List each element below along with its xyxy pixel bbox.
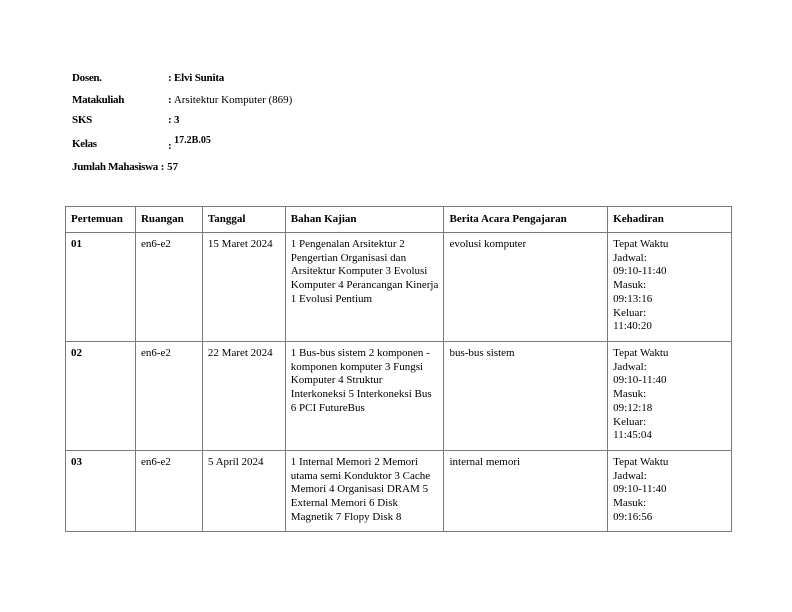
- matakuliah-colon: :: [168, 94, 172, 106]
- kehadiran-jadwal-label: Jadwal:: [613, 360, 647, 373]
- kehadiran-keluar-label: Keluar:: [613, 306, 647, 319]
- kehadiran-masuk-value: 09:12:18: [613, 401, 653, 414]
- matakuliah-value-wrap: [168, 94, 292, 106]
- kehadiran-masuk-label: Masuk:: [613, 279, 647, 292]
- cell-ruangan: en6-e2: [135, 451, 202, 532]
- cell-tanggal: 15 Maret 2024: [202, 233, 285, 342]
- col-header-kehadiran: Kehadiran: [608, 207, 732, 233]
- cell-kehadiran: [608, 451, 732, 532]
- col-header-pertemuan: Pertemuan: [66, 207, 136, 233]
- matakuliah-value: Arsitektur Komputer (869): [171, 94, 293, 106]
- table-row: [66, 342, 732, 451]
- sks-value: : 3: [168, 114, 180, 126]
- cell-berita-acara: evolusi komputer: [444, 233, 608, 342]
- kehadiran-masuk-label: Masuk:: [613, 497, 647, 510]
- cell-berita-acara: bus-bus sistem: [444, 342, 608, 451]
- cell-pertemuan: 01: [66, 233, 136, 342]
- cell-tanggal: 22 Maret 2024: [202, 342, 285, 451]
- kehadiran-jadwal-label: Jadwal:: [613, 469, 647, 482]
- cell-kehadiran: [608, 233, 732, 342]
- col-header-tanggal: Tanggal: [202, 207, 285, 233]
- table-header-row: [66, 207, 732, 233]
- kelas-value: 17.2B.05: [171, 135, 211, 146]
- matakuliah-label: Matakuliah: [72, 94, 125, 106]
- cell-bahan-kajian: 1 Bus-bus sistem 2 komponen - komponen komputer 3 Fungsi Komputer 4 Struktur Interkoneksi 5 Interkoneksi Bus 6 PCI FutureBus: [285, 342, 444, 451]
- cell-pertemuan: 03: [66, 451, 136, 532]
- dosen-value: : Elvi Sunita: [168, 72, 225, 84]
- cell-ruangan: en6-e2: [135, 342, 202, 451]
- kelas-label: Kelas: [72, 138, 97, 150]
- kehadiran-keluar-value: 11:40:20: [613, 320, 652, 333]
- kehadiran-masuk-value: 09:13:16: [613, 292, 653, 305]
- kehadiran-keluar-value: 11:45:04: [613, 429, 652, 442]
- cell-pertemuan: 02: [66, 342, 136, 451]
- cell-kehadiran: [608, 342, 732, 451]
- cell-bahan-kajian: 1 Pengenalan Arsitektur 2 Pengertian Organisasi dan Arsitektur Komputer 3 Evolusi Komputer 4 Perancangan Kinerja 1 Evolusi Pentium: [285, 233, 444, 342]
- kehadiran-jadwal-label: Jadwal:: [613, 251, 647, 264]
- table-row: [66, 451, 732, 532]
- jumlah-label: Jumlah Mahasiswa: [72, 161, 158, 173]
- cell-bahan-kajian: 1 Internal Memori 2 Memori utama semi Konduktor 3 Cache Memori 4 Organisasi DRAM 5 External Memori 6 Disk Magnetik 7 Flopy Disk 8: [285, 451, 444, 532]
- kehadiran-status: Tepat Waktu: [613, 347, 669, 359]
- jumlah-row: [72, 161, 178, 173]
- attendance-table: [65, 206, 732, 532]
- jumlah-value: : 57: [157, 161, 179, 173]
- kehadiran-jadwal-value: 09:10-11:40: [613, 483, 667, 496]
- kelas-value-wrap: [168, 135, 211, 152]
- kelas-colon: :: [168, 140, 172, 152]
- kehadiran-status: Tepat Waktu: [613, 456, 669, 468]
- cell-tanggal: 5 April 2024: [202, 451, 285, 532]
- kehadiran-keluar-label: Keluar:: [613, 415, 647, 428]
- table-row: [66, 233, 732, 342]
- cell-ruangan: en6-e2: [135, 233, 202, 342]
- kehadiran-masuk-value: 09:16:56: [613, 510, 653, 523]
- kehadiran-status: Tepat Waktu: [613, 238, 669, 250]
- col-header-berita-acara: Berita Acara Pengajaran: [444, 207, 608, 233]
- kehadiran-masuk-label: Masuk:: [613, 388, 647, 401]
- col-header-bahan-kajian: Bahan Kajian: [285, 207, 444, 233]
- dosen-label: Dosen.: [72, 72, 102, 84]
- cell-berita-acara: internal memori: [444, 451, 608, 532]
- col-header-ruangan: Ruangan: [135, 207, 202, 233]
- sks-label: SKS: [72, 114, 92, 126]
- kehadiran-jadwal-value: 09:10-11:40: [613, 265, 667, 278]
- kehadiran-jadwal-value: 09:10-11:40: [613, 374, 667, 387]
